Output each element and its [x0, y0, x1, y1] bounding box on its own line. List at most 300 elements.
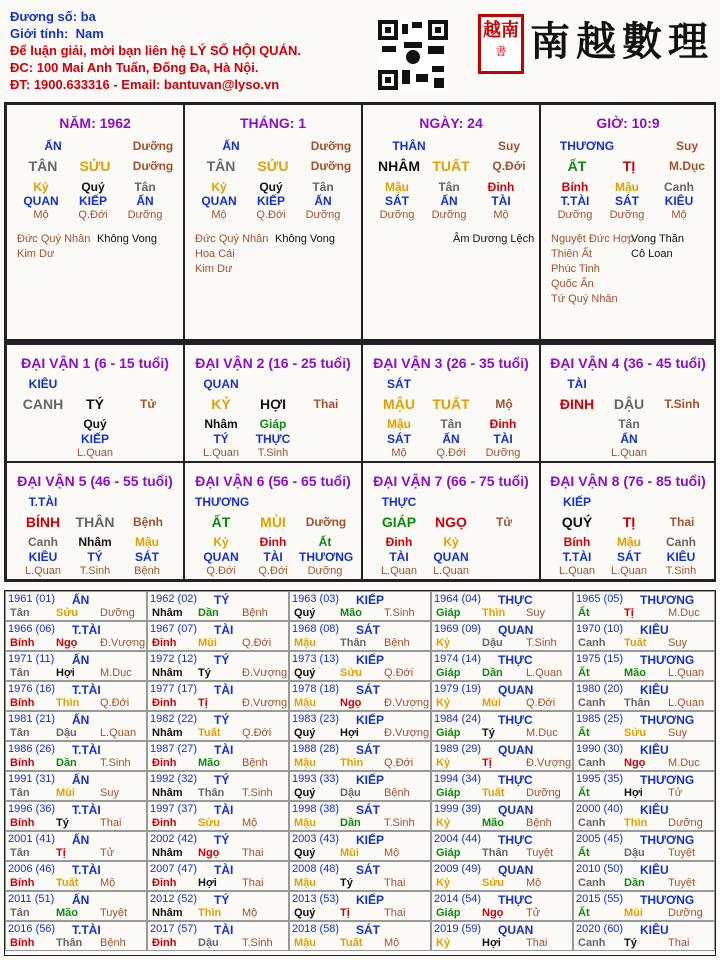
year-branch: Hợi: [198, 877, 217, 889]
dai-van-stem: BÍNH: [25, 514, 61, 530]
pillar-star: ẤN: [44, 139, 62, 153]
year-branch: Dần: [340, 817, 361, 829]
dai-van-hidden-stage: Q.Đới: [206, 565, 236, 577]
year-stem: Nhâm: [152, 607, 183, 619]
year-star: SÁT: [356, 923, 380, 937]
dai-van-hidden-star: TÀI: [263, 550, 283, 564]
year-cell: [573, 861, 715, 891]
year-label: 2012 (52): [150, 893, 198, 905]
hidden-star: T.TÀI: [560, 194, 590, 208]
dai-van-hidden-stem: Đinh: [489, 417, 517, 431]
dai-van-hidden-stage: Mộ: [391, 447, 407, 459]
year-branch: Tuất: [56, 877, 79, 889]
year-star: T.TÀI: [72, 803, 101, 817]
year-star: KIẾP: [356, 593, 385, 607]
hidden-star: ẤN: [314, 194, 332, 208]
year-star: SÁT: [356, 623, 380, 637]
year-cell: [5, 861, 147, 891]
year-cell: [573, 921, 715, 951]
four-pillars-grid: [4, 102, 716, 342]
year-label: 1999 (39): [434, 803, 482, 815]
year-stage: Mộ: [242, 817, 258, 829]
year-stage: Suy: [100, 787, 119, 799]
dai-van-stage: Tử: [139, 397, 157, 411]
pillar-cell: [362, 104, 540, 340]
pillar-star: THƯƠNG: [559, 139, 615, 153]
year-star: T.TÀI: [72, 623, 101, 637]
year-stage: Tuyệt: [526, 847, 554, 859]
year-star: THƯƠNG: [640, 653, 695, 667]
dai-van-hidden-stage: T.Sinh: [79, 565, 111, 577]
dai-van-title: ĐẠI VẬN 1 (6 - 15 tuổi): [21, 355, 169, 371]
year-cell: [431, 621, 573, 651]
year-branch: Thân: [56, 937, 83, 949]
year-cell: [147, 831, 289, 861]
year-branch: Mùi: [482, 697, 501, 709]
dai-van-hidden-star: SÁT: [387, 432, 411, 446]
year-stem: Quý: [294, 727, 316, 739]
year-branch: Thìn: [340, 757, 364, 769]
year-cell: [147, 621, 289, 651]
year-label: 1984 (24): [434, 713, 482, 725]
year-cell: [147, 741, 289, 771]
dai-van-hidden-star: QUAN: [433, 550, 469, 564]
year-star: ẤN: [72, 833, 90, 847]
year-branch: Dần: [482, 667, 503, 679]
year-cell: [147, 861, 289, 891]
year-cell: [431, 651, 573, 681]
year-stage: Q.Đới: [384, 757, 414, 769]
year-stem: Giáp: [436, 847, 461, 859]
year-stem: Quý: [294, 787, 316, 799]
year-label: 1967 (07): [150, 623, 198, 635]
year-branch: Tý: [624, 937, 637, 949]
year-star: ẤN: [72, 773, 90, 787]
hidden-stem: Quý: [259, 180, 283, 194]
dai-van-hidden-stage: T.Sinh: [665, 565, 697, 577]
year-cell: [573, 711, 715, 741]
dai-van-hidden-star: THỰC: [255, 432, 291, 446]
owner-name: Đương số: ba: [10, 9, 96, 24]
year-branch: Ngọ: [198, 847, 220, 859]
contact-line-1: Để luận giải, mời bạn liên hệ LÝ SỐ HỘI QUÁN.: [10, 43, 301, 58]
year-stage: Tử: [668, 787, 683, 799]
year-label: 1975 (15): [576, 653, 624, 665]
year-label: 2002 (42): [150, 833, 198, 845]
year-label: 1973 (13): [292, 653, 340, 665]
dai-van-star: T.TÀI: [28, 495, 58, 509]
year-star: QUAN: [498, 863, 534, 877]
year-label: 2009 (49): [434, 863, 482, 875]
year-label: 2017 (57): [150, 923, 198, 935]
year-star: TÝ: [214, 773, 230, 787]
year-star: QUAN: [498, 923, 534, 937]
dai-van-star: SÁT: [387, 377, 411, 391]
dai-van-title: ĐẠI VẬN 6 (56 - 65 tuổi): [195, 473, 351, 489]
year-stem: Mậu: [294, 817, 316, 829]
dai-van-hidden-stem: Mậu: [135, 535, 159, 549]
pillar-stage: Dưỡng: [132, 139, 174, 153]
year-stage: Bệnh: [526, 817, 552, 829]
year-stage: T.Sinh: [100, 757, 131, 769]
dai-van-star: TÀI: [567, 377, 587, 391]
pillar-title: NGÀY: 24: [419, 115, 483, 131]
year-branch: Dậu: [56, 727, 77, 739]
year-star: QUAN: [498, 623, 534, 637]
year-label: 1997 (37): [150, 803, 198, 815]
year-label: 1961 (01): [8, 593, 56, 605]
year-star: KIÊU: [640, 803, 669, 817]
dai-van-hidden-stage: Q.Đới: [436, 447, 466, 459]
year-label: 1992 (32): [150, 773, 198, 785]
year-label: 2015 (55): [576, 893, 624, 905]
year-stem: Tân: [10, 727, 30, 739]
year-stage: M.Dục: [668, 607, 700, 619]
dai-van-hidden-star: ẤN: [442, 432, 460, 446]
year-label: 1971 (11): [8, 653, 55, 665]
pillar-branch: TỊ: [622, 158, 636, 174]
hidden-stage: Dưỡng: [379, 209, 415, 221]
divine-star-2: Âm Dương Lệch: [453, 233, 535, 245]
year-cell: [573, 771, 715, 801]
year-branch: Thìn: [56, 697, 80, 709]
year-label: 2013 (53): [292, 893, 340, 905]
pillar-stem: TÂN: [206, 158, 236, 174]
year-cell: [289, 801, 431, 831]
hidden-star: ẤN: [440, 194, 458, 208]
hidden-stem: Kỷ: [211, 180, 227, 194]
dai-van-grid: [4, 342, 716, 582]
year-star: TÝ: [214, 653, 230, 667]
year-label: 1991 (31): [8, 773, 56, 785]
year-branch: Ngọ: [624, 757, 646, 769]
pillar-branch: SỬU: [79, 158, 111, 174]
year-label: 2008 (48): [292, 863, 340, 875]
year-branch: Dần: [56, 757, 77, 769]
pillar-stage: Suy: [675, 139, 698, 153]
contact-line-3: ĐT: 1900.633316 - Email: bantuvan@lyso.vn: [10, 77, 280, 92]
dai-van-stem: ẤT: [211, 514, 231, 530]
divine-star-2: Cô Loan: [631, 248, 673, 260]
year-label: 2004 (44): [434, 833, 482, 845]
year-branch: Mão: [624, 667, 646, 679]
year-stage: Mộ: [242, 907, 258, 919]
year-label: 2018 (58): [292, 923, 340, 935]
year-label: 1990 (30): [576, 743, 624, 755]
year-label: 1979 (19): [434, 683, 482, 695]
dai-van-stage: Tử: [495, 515, 513, 529]
year-star: TÀI: [214, 923, 234, 937]
year-stage: Đ.Vượng: [384, 697, 430, 709]
year-stem: Kỷ: [436, 757, 451, 769]
hidden-stem: Tân: [438, 180, 460, 194]
hidden-stage: Dưỡng: [305, 209, 341, 221]
year-branch: Thìn: [624, 817, 648, 829]
year-cell: [431, 591, 573, 621]
hidden-stem: Đinh: [487, 180, 515, 194]
year-branch: Mùi: [340, 847, 359, 859]
year-branch: Thìn: [198, 907, 222, 919]
dai-van-hidden-star: ẤN: [620, 432, 638, 446]
year-stage: L.Quan: [100, 727, 137, 739]
year-label: 1989 (29): [434, 743, 482, 755]
year-branch: Hợi: [624, 787, 643, 799]
year-cell: [147, 651, 289, 681]
year-stem: Nhâm: [152, 907, 183, 919]
year-label: 2019 (59): [434, 923, 482, 935]
year-branch: Sửu: [56, 607, 79, 619]
year-stage: Thai: [668, 937, 690, 949]
year-star: QUAN: [498, 683, 534, 697]
pillar-cell: [6, 104, 184, 340]
year-label: 1982 (22): [150, 713, 198, 725]
pillar-branch: TUẤT: [432, 158, 470, 174]
dai-van-stem: ĐINH: [559, 396, 595, 412]
pillar-branch-stage: M.Dục: [669, 159, 705, 173]
dai-van-hidden-stage: Q.Đới: [258, 565, 288, 577]
year-branch: Thân: [340, 637, 367, 649]
dai-van-hidden-stage: L.Quan: [610, 447, 648, 459]
year-stem: Canh: [578, 817, 606, 829]
hidden-stem: Kỷ: [33, 180, 49, 194]
year-stage: Suy: [668, 727, 687, 739]
year-star: KIÊU: [640, 683, 669, 697]
year-stem: Kỷ: [436, 637, 451, 649]
year-stage: M.Dục: [526, 727, 558, 739]
dai-van-stage: Thai: [313, 397, 339, 411]
year-cell: [289, 771, 431, 801]
year-branch: Mùi: [56, 787, 75, 799]
divine-star: Thiên Ất: [551, 248, 592, 260]
year-stem: Bính: [10, 697, 35, 709]
dai-van-cell: [540, 462, 716, 580]
year-branch: Tị: [482, 757, 492, 769]
year-label: 1978 (18): [292, 683, 340, 695]
year-cell: [431, 711, 573, 741]
year-cell: [5, 621, 147, 651]
pillar-branch-stage: Dưỡng: [132, 159, 174, 173]
year-branch: Tị: [340, 907, 350, 919]
year-label: 1964 (04): [434, 593, 482, 605]
year-star: TÀI: [214, 743, 234, 757]
hidden-stem: Tân: [134, 180, 156, 194]
year-stem: Mậu: [294, 937, 316, 949]
year-label: 1994 (34): [434, 773, 482, 785]
year-cell: [5, 921, 147, 951]
year-branch: Tuất: [624, 637, 647, 649]
pillar-title: THÁNG: 1: [239, 115, 307, 131]
dai-van-stage: T.Sinh: [664, 397, 700, 411]
dai-van-title: ĐẠI VẬN 8 (76 - 85 tuổi): [550, 473, 706, 489]
dai-van-hidden-stage: L.Quan: [380, 565, 418, 577]
year-stage: Mộ: [384, 847, 400, 859]
pillar-branch-stage: Dưỡng: [310, 159, 352, 173]
year-branch: Dậu: [624, 847, 645, 859]
year-stem: Nhâm: [152, 847, 183, 859]
hidden-star: KIẾP: [78, 194, 107, 208]
year-star: QUAN: [498, 743, 534, 757]
year-stem: Giáp: [436, 667, 461, 679]
dai-van-hidden-star: KIÊU: [666, 550, 696, 564]
dai-van-title: ĐẠI VẬN 2 (16 - 25 tuổi): [195, 355, 351, 371]
year-stage: T.Sinh: [242, 937, 273, 949]
pillar-star: THÂN: [392, 139, 426, 153]
year-cell: [431, 801, 573, 831]
year-stage: Tuyệt: [668, 847, 696, 859]
hidden-stage: Mộ: [671, 209, 687, 221]
year-stage: Tuyệt: [668, 877, 696, 889]
year-stage: Thai: [384, 907, 406, 919]
divine-star: Kim Dư: [195, 263, 233, 275]
year-branch: Sửu: [624, 727, 647, 739]
year-stem: Tân: [10, 907, 30, 919]
year-stem: Nhâm: [152, 667, 183, 679]
dai-van-hidden-star: SÁT: [617, 550, 641, 564]
year-stem: Mậu: [294, 877, 316, 889]
year-stage: Q.Đới: [100, 697, 130, 709]
dai-van-hidden-stage: L.Quan: [76, 447, 114, 459]
year-stem: Ất: [578, 667, 590, 679]
year-stage: T.Sinh: [526, 637, 557, 649]
year-stem: Tân: [10, 607, 30, 619]
year-stage: Thai: [526, 937, 548, 949]
dai-van-hidden-stem: Kỷ: [443, 535, 459, 549]
dai-van-title: ĐẠI VẬN 7 (66 - 75 tuổi): [373, 473, 529, 489]
year-star: T.TÀI: [72, 743, 101, 757]
year-stem: Tân: [10, 667, 30, 679]
dai-van-branch: TUẤT: [432, 396, 470, 412]
header: [10, 8, 301, 93]
year-cell: [573, 621, 715, 651]
dai-van-branch: NGỌ: [435, 514, 467, 530]
dai-van-cell: [184, 462, 362, 580]
year-cell: [573, 591, 715, 621]
year-label: 1987 (27): [150, 743, 198, 755]
year-stage: Tử: [100, 847, 115, 859]
year-stage: Bệnh: [242, 757, 268, 769]
year-cell: [573, 801, 715, 831]
dai-van-hidden-star: TÀI: [493, 432, 513, 446]
year-star: TÝ: [214, 713, 230, 727]
year-stem: Đinh: [152, 937, 177, 949]
dai-van-hidden-stage: L.Quan: [432, 565, 470, 577]
dai-van-hidden-stem: Tân: [440, 417, 462, 431]
year-branch: Tý: [198, 667, 211, 679]
year-stem: Đinh: [152, 817, 177, 829]
year-stem: Mậu: [294, 697, 316, 709]
year-stem: Mậu: [294, 757, 316, 769]
year-star: THƯƠNG: [640, 833, 695, 847]
hidden-star: KIÊU: [664, 194, 694, 208]
year-stem: Quý: [294, 667, 316, 679]
year-star: TÝ: [214, 593, 230, 607]
year-star: SÁT: [356, 743, 380, 757]
dai-van-hidden-star: TÝ: [87, 550, 103, 564]
year-branch: Tý: [56, 817, 69, 829]
year-branch: Thân: [482, 847, 509, 859]
dai-van-star: THỰC: [381, 495, 417, 509]
dai-van-title: ĐẠI VẬN 5 (46 - 55 tuổi): [17, 473, 173, 489]
year-label: 2003 (43): [292, 833, 340, 845]
year-branch: Dần: [198, 607, 219, 619]
year-star: TÝ: [214, 893, 230, 907]
year-star: THƯƠNG: [640, 713, 695, 727]
dai-van-branch: TỊ: [622, 514, 636, 530]
dai-van-hidden-stem: Quý: [83, 417, 107, 431]
year-stem: Giáp: [436, 607, 461, 619]
year-star: KIÊU: [640, 743, 669, 757]
year-label: 2000 (40): [576, 803, 624, 815]
hidden-stem: Mậu: [615, 180, 639, 194]
year-stage: M.Dục: [100, 667, 132, 679]
dai-van-hidden-star: QUAN: [203, 550, 239, 564]
red-seal-logo: [478, 14, 524, 74]
year-branch: Mão: [198, 757, 220, 769]
year-star: ẤN: [72, 893, 90, 907]
dai-van-hidden-stem: Mậu: [617, 535, 641, 549]
divine-star: Quốc Ấn: [551, 278, 594, 290]
year-stage: L.Quan: [526, 667, 563, 679]
divine-star: Hoa Cái: [195, 248, 235, 260]
year-star: SÁT: [356, 863, 380, 877]
year-cell: [147, 771, 289, 801]
hidden-star: ẤN: [136, 194, 154, 208]
contact-line-2: ĐC: 100 Mai Anh Tuấn, Đống Đa, Hà Nội.: [10, 60, 259, 75]
divine-star-2: Không Vong: [275, 233, 335, 245]
year-stem: Quý: [294, 847, 316, 859]
brand-logo-text: 南越數理: [530, 18, 714, 65]
year-stem: Ất: [578, 787, 590, 799]
divine-star: Phúc Tinh: [551, 263, 600, 275]
year-stem: Kỷ: [436, 877, 451, 889]
year-stage: L.Quan: [668, 667, 705, 679]
dai-van-cell: [6, 462, 184, 580]
year-branch: Tý: [482, 727, 495, 739]
year-label: 2005 (45): [576, 833, 624, 845]
year-stage: Dưỡng: [668, 817, 703, 829]
year-label: 2006 (46): [8, 863, 56, 875]
year-cell: [573, 741, 715, 771]
year-star: T.TÀI: [72, 923, 101, 937]
year-star: T.TÀI: [72, 683, 101, 697]
year-label: 1972 (12): [150, 653, 198, 665]
hidden-stage: Mộ: [33, 209, 49, 221]
year-label: 1993 (33): [292, 773, 340, 785]
year-stem: Kỷ: [436, 697, 451, 709]
gender-label: Giới tính:: [10, 26, 69, 41]
qr-code-icon: [378, 20, 448, 90]
year-stem: Ất: [578, 847, 590, 859]
year-stage: Q.Đới: [242, 727, 272, 739]
year-cell: [573, 891, 715, 921]
dai-van-hidden-stem: Bính: [563, 535, 591, 549]
year-cell: [431, 741, 573, 771]
dai-van-stem: MẬU: [383, 396, 415, 412]
year-branch: Mão: [482, 817, 504, 829]
dai-van-branch: TÝ: [86, 396, 104, 412]
year-stem: Nhâm: [152, 787, 183, 799]
year-stage: L.Quan: [668, 697, 705, 709]
dai-van-title: ĐẠI VẬN 3 (26 - 35 tuổi): [373, 355, 529, 371]
dai-van-stage: Mộ: [495, 397, 513, 411]
dai-van-cell: [540, 344, 716, 462]
divine-star: Nguyệt Đức Hợp: [551, 233, 635, 245]
year-branch: Tuất: [482, 787, 505, 799]
year-stage: Bệnh: [384, 637, 410, 649]
year-stage: Dưỡng: [100, 607, 135, 619]
year-stem: Canh: [578, 937, 606, 949]
year-cell: [147, 801, 289, 831]
